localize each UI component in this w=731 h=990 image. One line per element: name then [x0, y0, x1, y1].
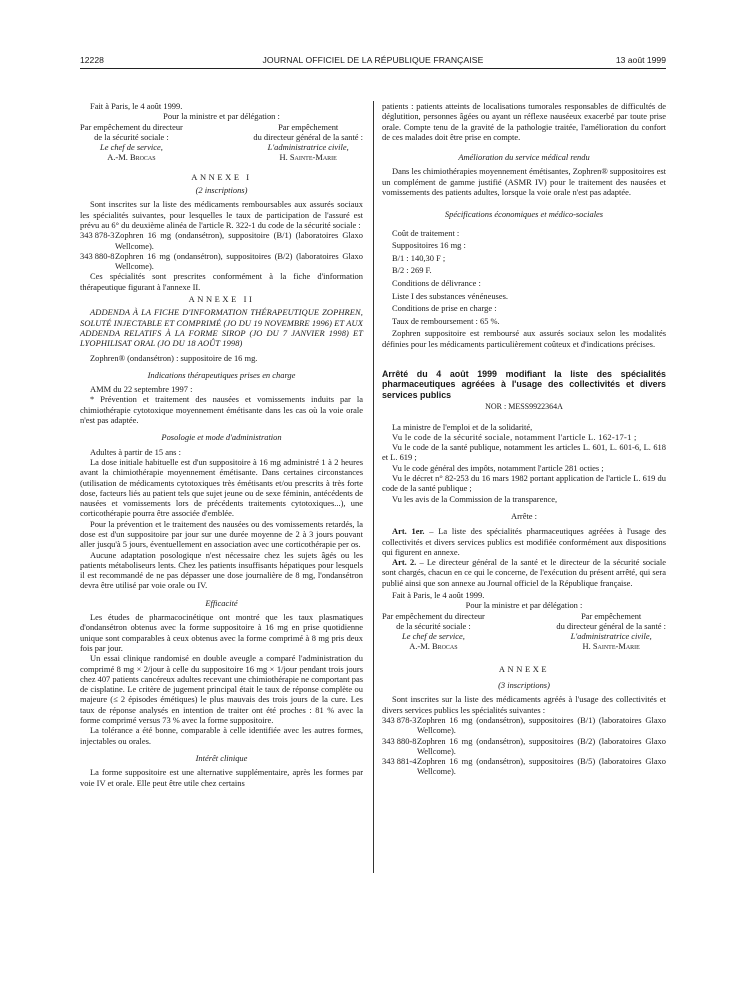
pour-ministre: Pour la ministre et par délégation :: [465, 600, 583, 611]
entry-code: 343 878-3: [382, 714, 417, 725]
annexe-1-subtitle: (2 inscriptions): [195, 185, 248, 196]
sig-name: A.-M. Brocas: [409, 641, 458, 652]
sig-name: H. Sainte-Marie: [279, 152, 337, 163]
entry-text: Zophren 16 mg (ondansétron), suppositoires (B/5) (laboratoires Glaxo Wellcome).: [417, 756, 666, 777]
sig-name: A.-M. Brocas: [107, 152, 156, 163]
sig-line: de la sécurité sociale :: [94, 131, 169, 142]
list-item: [382, 715, 666, 736]
interet-title: Intérêt clinique: [195, 752, 248, 763]
visa-line: Vu le code général des impôts, notamment l'article 281 octies ;: [392, 462, 604, 473]
posologie-para: Aucune adaptation posologique n'est nécessaire chez les sujets âgés ou les patients métaboliseurs lents. Chez les patients insuffisants hépatiques pour lesquels il est recommandé de ne pas dépasser une dose journalière de 8 mg, l'ondansétron devra être utilisé par voie orale ou IV.: [80, 549, 363, 591]
signature-left: [382, 611, 485, 652]
annexe-subtitle: (3 inscriptions): [498, 680, 550, 691]
posologie-para: Adultes à partir de 15 ans :: [90, 446, 181, 457]
arrete-title: Arrêté du 4 août 1999 modifiant la liste des spécialités pharmaceutiques agréées à l'usage des collectivités et divers services publics: [382, 369, 666, 400]
article-2-text: – Le directeur général de la santé et le directeur de la sécurité sociale sont chargés, chacun en ce qui le concerne, de l'exécution du présent arrêté, qui sera publié ainsi que son annexe au Journal officiel de la République française.: [382, 557, 667, 588]
list-item: [382, 756, 666, 777]
sig-name: H. Sainte-Marie: [582, 641, 640, 652]
list-item: B/2 : 269 F.: [392, 265, 432, 276]
sig-line: de la sécurité sociale :: [396, 620, 471, 631]
list-item: Conditions de délivrance :: [392, 278, 481, 289]
entry-code: 343 881-4: [382, 756, 417, 767]
page-number: 12228: [80, 55, 104, 65]
entry-text: Zophren 16 mg (ondansétron), suppositoire (B/1) (laboratoires Glaxo Wellcome).: [115, 230, 363, 251]
annexe-2-title: ANNEXE II: [188, 294, 255, 305]
annexe-title: ANNEXE: [498, 663, 550, 674]
list-item: B/1 : 140,30 F ;: [392, 252, 446, 263]
asmr-para: Dans les chimiothérapies moyennement émétisantes, Zophren® suppositoires est un complément de gamme justifié (ASMR IV) pour le traitement des nausées et vomissements des patients adultes, lorsque la voie orale n'est pas adaptée.: [382, 166, 666, 198]
annexe-1-title: ANNEXE I: [191, 171, 252, 182]
article-1: [382, 526, 666, 557]
asmr-title: Amélioration du service médical rendu: [458, 152, 590, 163]
entry-code: 343 878-3: [80, 230, 115, 241]
sig-line: Le chef de service,: [100, 142, 163, 153]
list-item: Taux de remboursement : 65 %.: [392, 315, 500, 326]
signature-block: [382, 611, 666, 652]
list-item: Liste I des substances vénéneuses.: [392, 290, 508, 301]
entry-text: Zophren 16 mg (ondansétron), suppositoires (B/2) (laboratoires Glaxo Wellcome).: [417, 735, 666, 756]
sig-line: Par empêchement: [581, 610, 642, 621]
sig-line: Par empêchement du directeur: [80, 121, 183, 132]
visa-line: La ministre de l'emploi et de la solidarité,: [392, 421, 533, 432]
sig-line: L'administratrice civile,: [267, 142, 349, 153]
entry-text: Zophren 16 mg (ondansétron), suppositoires (B/1) (laboratoires Glaxo Wellcome).: [417, 714, 666, 736]
fait-line: Fait à Paris, le 4 août 1999.: [392, 589, 485, 600]
nor-reference: NOR : MESS9922364A: [485, 402, 563, 412]
indications-text: * Prévention et traitement des nausées et vomissements induits par la chimiothérapie cytotoxique moyennement émétisante dans les cas où la voie orale n'est pas adaptée.: [80, 394, 363, 426]
visa-line: Vu les avis de la Commission de la transparence,: [392, 493, 558, 504]
efficacite-para: Les études de pharmacocinétique ont montré que les taux plasmatiques d'ondansétron obtenus avec la forme suppositoire à 16 mg en prise quotidienne unique sont comparables à ceux obtenus avec la forme comprimé à 8 mg pris deux fois par jour.: [80, 612, 363, 653]
page-header: [80, 55, 666, 67]
efficacite-para: Un essai clinique randomisé en double aveugle a comparé l'administration du comprimé 8 mg × 2/jour à celle du suppositoire 16 mg × 1/jour pendant trois jours chez 407 patients cancéreux adultes recevant une chimiothérapie ne comportant pas de cisplatine. Le critère de jugement principal était le taux de réponse complète ou majeure (≤ 2 épisodes émétiques) le plus mauvais des trois jours de la cure. Les taux de réponse analysés en intention de traiter ont été proches : 81 % avec la forme comprimé versus 73 % avec la forme suppositoire.: [80, 653, 363, 726]
issue-date: 13 août 1999: [615, 55, 666, 65]
article-1-label: Art. 1er.: [392, 526, 425, 537]
entry-code: 343 880-8: [80, 250, 115, 261]
header-rule: [80, 68, 666, 69]
efficacite-title: Efficacité: [205, 597, 238, 608]
annexe-1-intro: Sont inscrites sur la liste des médicaments remboursables aux assurés sociaux les spécialités suivantes, pour lesquelles le taux de participation de l'assuré est prévu au 6° du deuxième alinéa de l'article R. 322-1 du code de la sécurité sociale :: [80, 199, 363, 230]
zophren-line: Zophren® (ondansétron) : suppositoire de 16 mg.: [90, 352, 258, 363]
list-item: Suppositoires 16 mg :: [392, 240, 466, 251]
article-1-text: – La liste des spécialités pharmaceutiques agréées à l'usage des collectivités et divers services publics est modifiée conformément aux dispositions qui figurent en annexe.: [382, 526, 666, 557]
posologie-title: Posologie et mode d'administration: [161, 432, 282, 443]
visa-line: Vu le code de la santé publique, notamment les articles L. 601, L. 601-6, L. 618 et L. 619 ;: [382, 442, 666, 463]
sig-line: du directeur général de la santé :: [253, 131, 363, 142]
list-item: [80, 251, 363, 272]
sig-line: L'administratrice civile,: [570, 631, 652, 642]
arrete-word: Arrête :: [510, 510, 537, 521]
entry-code: 343 880-8: [382, 735, 417, 746]
sig-line: du directeur général de la santé :: [556, 620, 666, 631]
sig-line: Par empêchement du directeur: [382, 610, 485, 621]
list-item: [80, 230, 363, 251]
right-column: [382, 101, 666, 777]
sig-line: Par empêchement: [278, 121, 339, 132]
efficacite-para: La tolérance a été bonne, comparable à celle identifiée avec les autres formes, injectables ou orales.: [80, 725, 363, 746]
entry-text: Zophren 16 mg (ondansétron), suppositoires (B/2) (laboratoires Glaxo Wellcome).: [115, 250, 363, 272]
spec-title: Spécifications économiques et médico-sociales: [444, 209, 604, 220]
spec-note: Zophren suppositoire est remboursé aux assurés sociaux selon les modalités définies pour les médicaments particulièrement coûteux et d'indications précises.: [382, 328, 666, 349]
posologie-para: Pour la prévention et le traitement des nausées ou des vomissements retardés, la dose est d'un suppositoire par jour sur une durée moyenne de 2 à 3 jours pouvant aller jusqu'à 5 jours, éventuellement en association avec une corticothérapie per os.: [80, 518, 363, 550]
signature-right: [253, 122, 363, 163]
sig-line: Le chef de service,: [402, 631, 465, 642]
fait-line: Fait à Paris, le 4 août 1999.: [90, 101, 183, 111]
signature-right: [556, 611, 666, 652]
list-item: Coût de traitement :: [392, 227, 460, 238]
visa-line: Vu le code de la sécurité sociale, notamment l'article L. 162-17-1 ;: [392, 431, 637, 442]
visa-line: Vu le décret n° 82-253 du 16 mars 1982 portant application de l'article L. 619 du code de la santé publique ;: [382, 473, 666, 494]
annexe-1-note: Ces spécialités sont prescrites conformément à la fiche d'information thérapeutique figurant à l'annexe II.: [80, 271, 363, 292]
interet-para: La forme suppositoire est une alternative supplémentaire, après les formes par voie IV et orale. Elle peut être utile chez certains: [80, 767, 363, 788]
column-divider: [373, 101, 374, 873]
spec-list: [382, 228, 666, 326]
indications-title: Indications thérapeutiques prises en charge: [147, 369, 296, 380]
left-column: [80, 101, 363, 788]
annexe-intro: Sont inscrites sur la liste des médicaments agréés à l'usage des collectivités et divers services publics les spécialités suivantes :: [382, 694, 666, 715]
addenda-heading: ADDENDA À LA FICHE D'INFORMATION THÉRAPEUTIQUE ZOPHREN, SOLUTÉ INJECTABLE ET COMPRIMÉ (JO DU 19 NOVEMBRE 1996) ET AUX ADDENDA RELATIFS À LA FORME SIROP (JO DU 7 JANVIER 1998) ET LYOPHILISAT ORAL (JO DU 18 AOÛT 1998): [80, 307, 363, 349]
posologie-para: La dose initiale habituelle est d'un suppositoire à 16 mg administré 1 à 2 heures avant la chimiothérapie moyennement émétisante. Dans certaines circonstances (utilisation de médicaments cytotoxiques très émétisants et/ou prescrits à très forte dose, facteurs liés au patient tels que sujet jeune ou de sexe féminin, antécédents de nausées et vomissements lors de précédents traitements cytotoxiques...), une corticothérapie pourra être associée d'emblée.: [80, 456, 363, 519]
pour-ministre: Pour la ministre et par délégation :: [163, 111, 280, 122]
journal-title: JOURNAL OFFICIEL DE LA RÉPUBLIQUE FRANÇAISE: [262, 55, 484, 65]
signature-left: [80, 122, 183, 163]
article-2-label: Art. 2.: [392, 557, 417, 568]
amm-line: AMM du 22 septembre 1997 :: [90, 384, 193, 395]
list-item: Conditions de prise en charge :: [392, 303, 497, 314]
signature-block: [80, 122, 363, 163]
continuation-para: patients : patients atteints de localisations tumorales responsables de difficultés de déglutition, personnes âgées ou ayant un réflexe nauséeux exacerbé par toute prise orale. Compte tenu de la gravité de la pathologie traitée, l'amélioration du confort de ces malades doit être prise en compte.: [382, 101, 666, 142]
article-2: [382, 557, 666, 588]
list-item: [382, 736, 666, 757]
